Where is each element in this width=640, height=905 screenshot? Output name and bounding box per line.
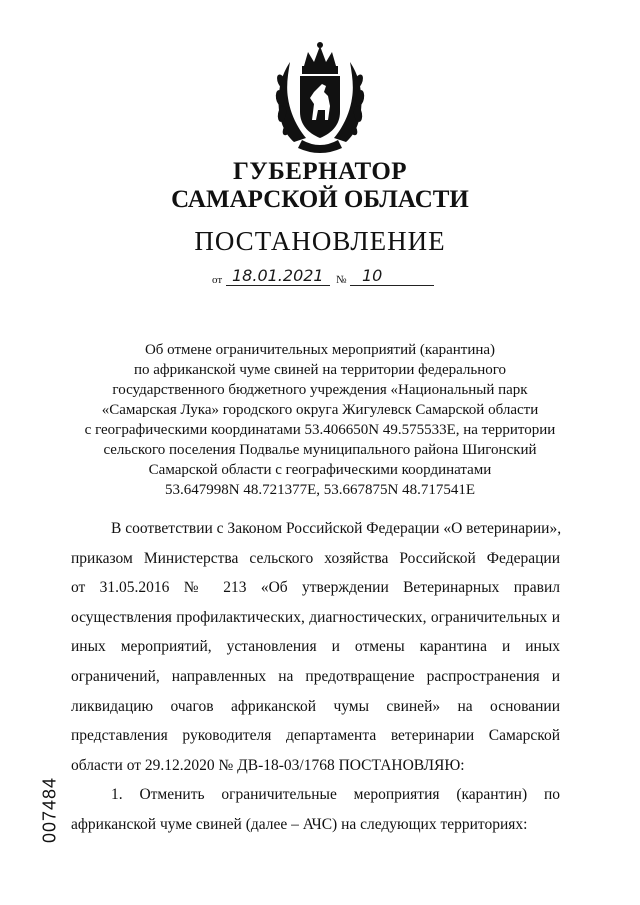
registration-number: 007484	[39, 776, 60, 844]
body-line: ликвидацию очагов африканской чумы свиней» на основании	[71, 697, 560, 715]
body-line: 1. Отменить ограничительные мероприятия (карантин) по	[111, 786, 560, 804]
authority-title-line2: САМАРСКОЙ ОБЛАСТИ	[171, 186, 469, 213]
body-line: африканской чуме свиней (далее – АЧС) на следующих территориях:	[71, 815, 528, 833]
samara-coat-of-arms-icon	[272, 42, 368, 156]
subject-line: сельского поселения Подвалье муниципального района Шигонский	[103, 442, 537, 458]
body-line: области от 29.12.2020 № ДВ-18-03/1768 ПОСТАНОВЛЯЮ:	[71, 756, 465, 774]
body-line: от 31.05.2016 № 213 «Об утверждении Ветеринарных правил	[71, 579, 560, 597]
subject-line: с географическими координатами 53.406650N 49.575533E, на территории	[84, 422, 556, 438]
date-number-line	[212, 264, 442, 288]
date-value: 18.01.2021	[232, 266, 324, 285]
date-prefix: от	[212, 274, 223, 286]
body-line: представления руководителя департамента ветеринарии Самарской	[71, 727, 560, 745]
document-body	[71, 514, 560, 840]
registration-stamp	[40, 770, 60, 850]
subject-line: «Самарская Лука» городского округа Жигулевск Самарской области	[101, 402, 539, 418]
authority-title-line1: ГУБЕРНАТОР	[232, 158, 408, 185]
body-line: иных мероприятий, установления и отмены карантина и иных	[71, 638, 560, 656]
subject-line: 53.647998N 48.721377E, 53.667875N 48.717541E	[165, 482, 475, 498]
body-line: осуществления профилактических, диагностических, ограничительных и	[71, 608, 560, 626]
subject-line: по африканской чуме свиней на территории федерального	[133, 362, 507, 378]
subject-line: Об отмене ограничительных мероприятий (карантина)	[144, 342, 496, 358]
number-value: 10	[362, 266, 383, 285]
document-subject	[60, 340, 580, 500]
document-type-title: ПОСТАНОВЛЕНИЕ	[194, 226, 446, 256]
body-line: В соответствии с Законом Российской Федерации «О ветеринарии»,	[111, 520, 562, 537]
subject-line: Самарской области с географическими координатами	[148, 462, 492, 478]
body-line: приказом Министерства сельского хозяйства Российской Федерации	[71, 549, 560, 567]
number-prefix: №	[336, 274, 347, 286]
body-line: ограничений, направленных на предотвращение распространения и	[71, 667, 560, 685]
subject-line: государственного бюджетного учреждения «Национальный парк	[112, 382, 528, 398]
